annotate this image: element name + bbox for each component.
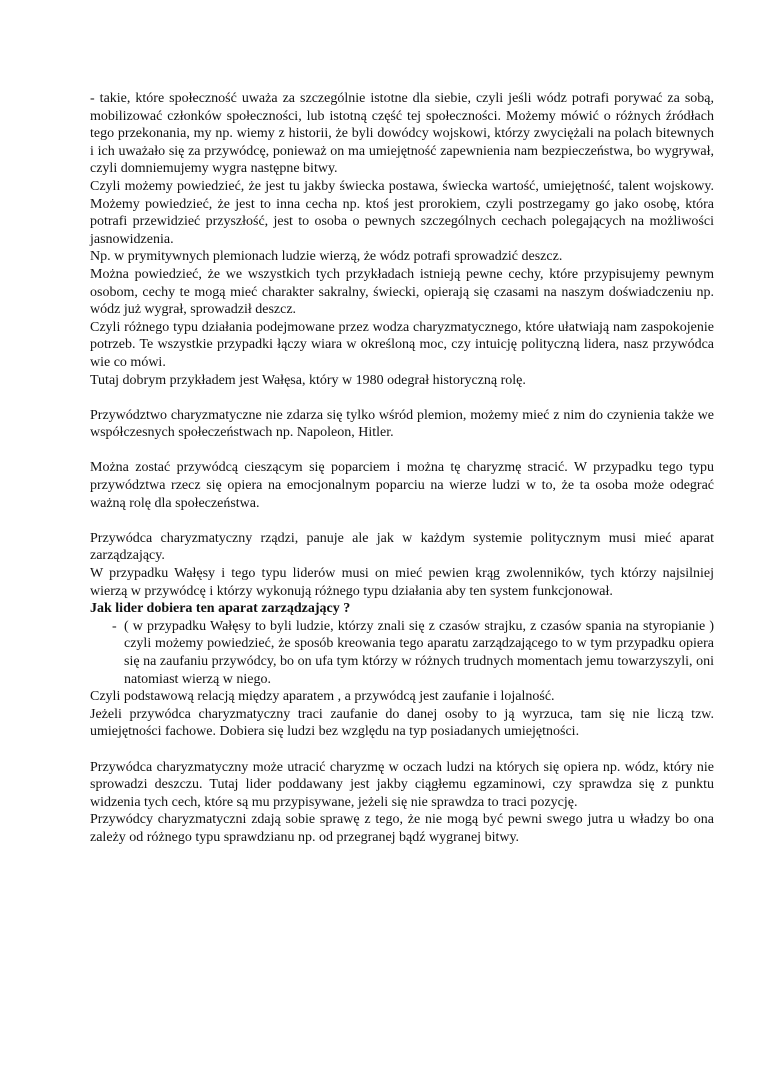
blank-line	[90, 741, 714, 759]
paragraph: Przywódca charyzmatyczny może utracić charyzmę w oczach ludzi na których się opiera np. wódz, który nie sprowadzi deszczu. Tutaj lider poddawany jest jakby ciągłemu egzaminowi, czy sprawdza się z punktu widzenia tych cech, które są mu przypisywane, jeżeli się nie sprawdza to traci pozycję.	[90, 759, 714, 810]
paragraph: Czyli możemy powiedzieć, że jest tu jakby świecka postawa, świecka wartość, umiejętność, talent wojskowy. Możemy powiedzieć, że jest to inna cecha np. ktoś jest prorokiem, czyli postrzegamy go jako osobę, która potrafi przewidzieć przyszłość, jest to osoba o pewnych szczególnych cechach polegających na możliwości jasnowidzenia.	[90, 178, 714, 247]
paragraph: - takie, które społeczność uważa za szczególnie istotne dla siebie, czyli jeśli wódz potrafi porywać za sobą, mobilizować członków społeczności, lub istotną część tej społeczności. Możemy mówić o różnych źródłach tego przekonania, my np. wiemy z historii, że byli dowódcy wojskowi, którzy zwyciężali na polach bitewnych i ich uważało się za przywódcę, ponieważ on ma umiejętność zapewnienia nam bezpieczeństwa, bo wygrywał, czyli domniemujemy wygra następne bitwy.	[90, 91, 714, 177]
list-dash: -	[112, 618, 117, 634]
list-item-text: ( w przypadku Wałęsy to byli ludzie, którzy znali się z czasów strajku, z czasów spania na styropianie ) czyli możemy powiedzieć, że sposób kreowania tego aparatu zarządzającego to w tym przypadku opiera się na zaufaniu przywódcy, bo on ufa tym którzy w różnych trudnych momentach jemu towarzyszyli, oni natomiast wierzą w niego.	[124, 618, 714, 687]
paragraph: Przywódca charyzmatyczny rządzi, panuje ale jak w każdym systemie politycznym musi mieć aparat zarządzający.	[90, 530, 714, 564]
paragraph: Tutaj dobrym przykładem jest Wałęsa, który w 1980 odegrał historyczną rolę.	[90, 372, 526, 388]
blank-line	[90, 442, 714, 460]
blank-line	[90, 389, 714, 407]
paragraph: Jeżeli przywódca charyzmatyczny traci zaufanie do danej osoby to ją wyrzuca, tam się nie liczą tzw. umiejętności fachowe. Dobiera się ludzi bez względu na typ posiadanych umiejętności.	[90, 706, 714, 740]
dash-list	[90, 618, 714, 688]
paragraph: W przypadku Wałęsy i tego typu liderów musi on mieć pewien krąg zwolenników, tych którzy najsilniej wierzą w przywódcę i którzy wykonują różnego typu działania aby ten system funkcjonował.	[90, 566, 714, 599]
paragraph: Czyli podstawową relacją między aparatem , a przywódcą jest zaufanie i lojalność.	[90, 689, 555, 705]
paragraph: Można powiedzieć, że we wszystkich tych przykładach istnieją pewne cechy, które przypisujemy pewnym osobom, cechy te mogą mieć charakter sakralny, świecki, opierają się czasami na naszym doświadczeniu np. wódz już wygrał, sprowadził deszcz.	[90, 266, 714, 318]
paragraph: Przywódcy charyzmatyczni zdają sobie sprawę z tego, że nie mogą być pewni swego jutra u władzy bo ona zależy od różnego typu sprawdzianu np. od przegranej bądź wygranej bitwy.	[90, 812, 714, 845]
list-item	[90, 618, 714, 688]
document-page	[90, 90, 714, 847]
paragraph: Można zostać przywódcą cieszącym się poparciem i można tę charyzmę stracić. W przypadku tego typu przywództwa rzecz się opiera na emocjonalnym poparciu na wierze ludzi w to, że ta osoba może odegrać ważną rolę dla społeczeństwa.	[90, 460, 714, 511]
paragraph: Np. w prymitywnych plemionach ludzie wierzą, że wódz potrafi sprowadzić deszcz.	[90, 249, 563, 265]
paragraph: Czyli różnego typu działania podejmowane przez wodza charyzmatycznego, które ułatwiają nam zaspokojenie potrzeb. Te wszystkie przypadki łączy wiara w określoną moc, czy intuicję polityczną lidera, nasz przywódca wie co mówi.	[90, 319, 714, 370]
paragraph: Przywództwo charyzmatyczne nie zdarza się tylko wśród plemion, możemy mieć z nim do czynienia także we współczesnych społeczeństwach np. Napoleon, Hitler.	[90, 407, 714, 441]
section-heading: Jak lider dobiera ten aparat zarządzający ?	[90, 601, 351, 617]
blank-line	[90, 512, 714, 530]
